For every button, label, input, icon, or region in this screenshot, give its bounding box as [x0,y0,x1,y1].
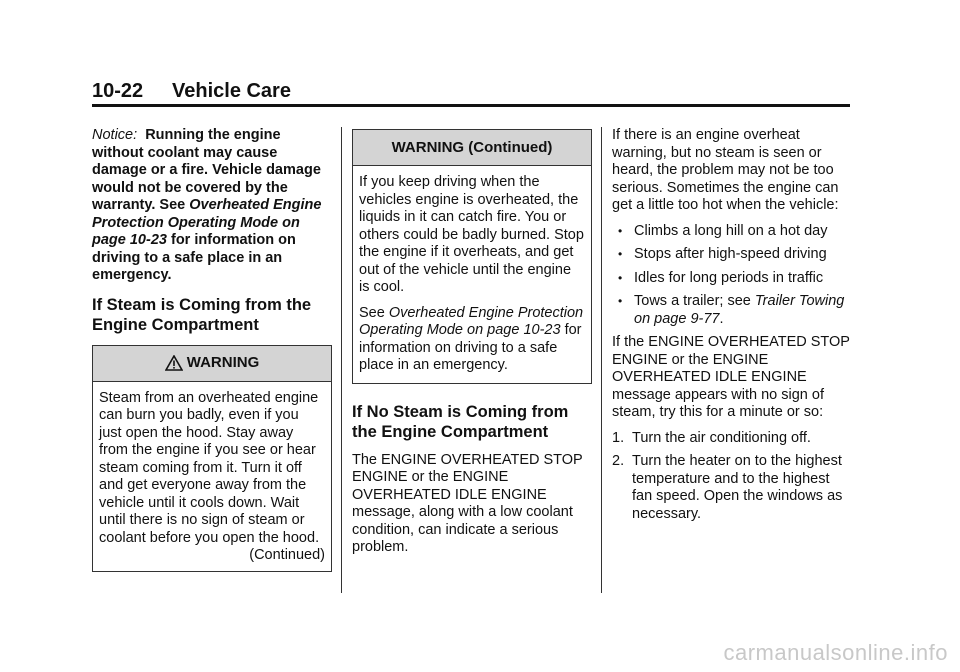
see-text-end: for information on driving to a safe place in an emergency. [359,322,582,373]
see-text: See [359,304,389,321]
body-paragraph: If the ENGINE OVERHEATED STOP ENGINE or the ENGINE OVERHEATED IDLE ENGINE message appears with no sign of steam, try this for a minute or so: [612,334,850,420]
bullet-icon: • [618,247,623,261]
column-divider [341,127,342,593]
list-item: • Climbs a long hill on a hot day [618,222,828,239]
notice-text-end: for information on driving to a safe place in an emergency. [92,232,296,283]
section-heading-steam: If Steam is Coming from the Engine Compartment [92,295,312,334]
section-title: Vehicle Care [172,80,291,102]
list-item: • Idles for long periods in traffic [618,269,824,286]
warning-see-paragraph [359,305,585,375]
overheat-link[interactable]: Overheated Engine Protection Operating Mode on page 10-23 [359,304,584,338]
warning-title: WARNING [186,354,260,372]
warning-text: Steam from an overheated engine can burn you badly, even if you just open the hood. Stay away from the engine if you see or hear steam coming from it. Turn it off and get everyone away from the vehicle until it cools down. Wait until there is no sign of steam or coolant before you open the hood. [99,389,320,546]
column-2 [352,127,592,565]
notice-link[interactable]: Overheated Engine Protection Operating Mode on page 10-23 [92,197,322,248]
column-3 [612,127,852,529]
warning-box-continued [352,129,592,384]
continued-label: (Continued) [249,547,325,563]
list-item: 2. Turn the heater on to the highest temperature and to the highest fan speed. Open the windows as necessary. [612,453,843,522]
numbered-list [612,430,852,524]
bullet-icon: • [618,223,623,238]
trailer-towing-link[interactable]: Trailer Towing on page 9-77 [634,293,845,327]
bullet-icon: • [618,270,623,285]
intro-paragraph: If there is an engine overheat warning, but no steam is seen or heard, the problem may not be too serious. Sometimes the engine can get a little too hot when the vehicle: [612,127,839,213]
notice-paragraph [92,127,332,285]
list-item: • Tows a trailer; see Trailer Towing on page 9-77. [618,293,845,327]
warning-box [92,345,332,572]
column-1 [92,127,332,572]
list-item: • Stops after high-speed driving [618,246,827,262]
warning-header: WARNING (Continued) [353,130,591,166]
section-heading-no-steam: If No Steam is Coming from the Engine Compartment [352,402,569,441]
notice-text: Running the engine without coolant may cause damage or a fire. Vehicle damage would not be covered by the warranty. See [92,127,321,213]
column-divider [601,127,602,593]
bullet-icon: • [618,294,623,308]
watermark-logo: carmanualsonline.info [723,640,948,665]
list-item: 1. Turn the air conditioning off. [612,429,811,446]
warning-body [93,382,331,571]
warning-text: If you keep driving when the vehicles engine is overheated, the liquids in it can catch fire. You or others could be badly burned. Stop the engine if it overheats, and get out of the vehicle until the engine is cool. [359,174,584,295]
bullet-list [612,223,852,329]
header-rule [92,104,850,107]
warning-header [93,346,331,382]
body-paragraph: The ENGINE OVERHEATED STOP ENGINE or the ENGINE OVERHEATED IDLE ENGINE message, along with a low coolant condition, can indicate a serious problem. [352,451,583,555]
warning-body [353,166,591,383]
page-header [92,80,850,110]
warning-triangle-icon [165,355,183,371]
notice-label: Notice: [92,127,138,143]
page-number: 10-22 [92,80,144,102]
